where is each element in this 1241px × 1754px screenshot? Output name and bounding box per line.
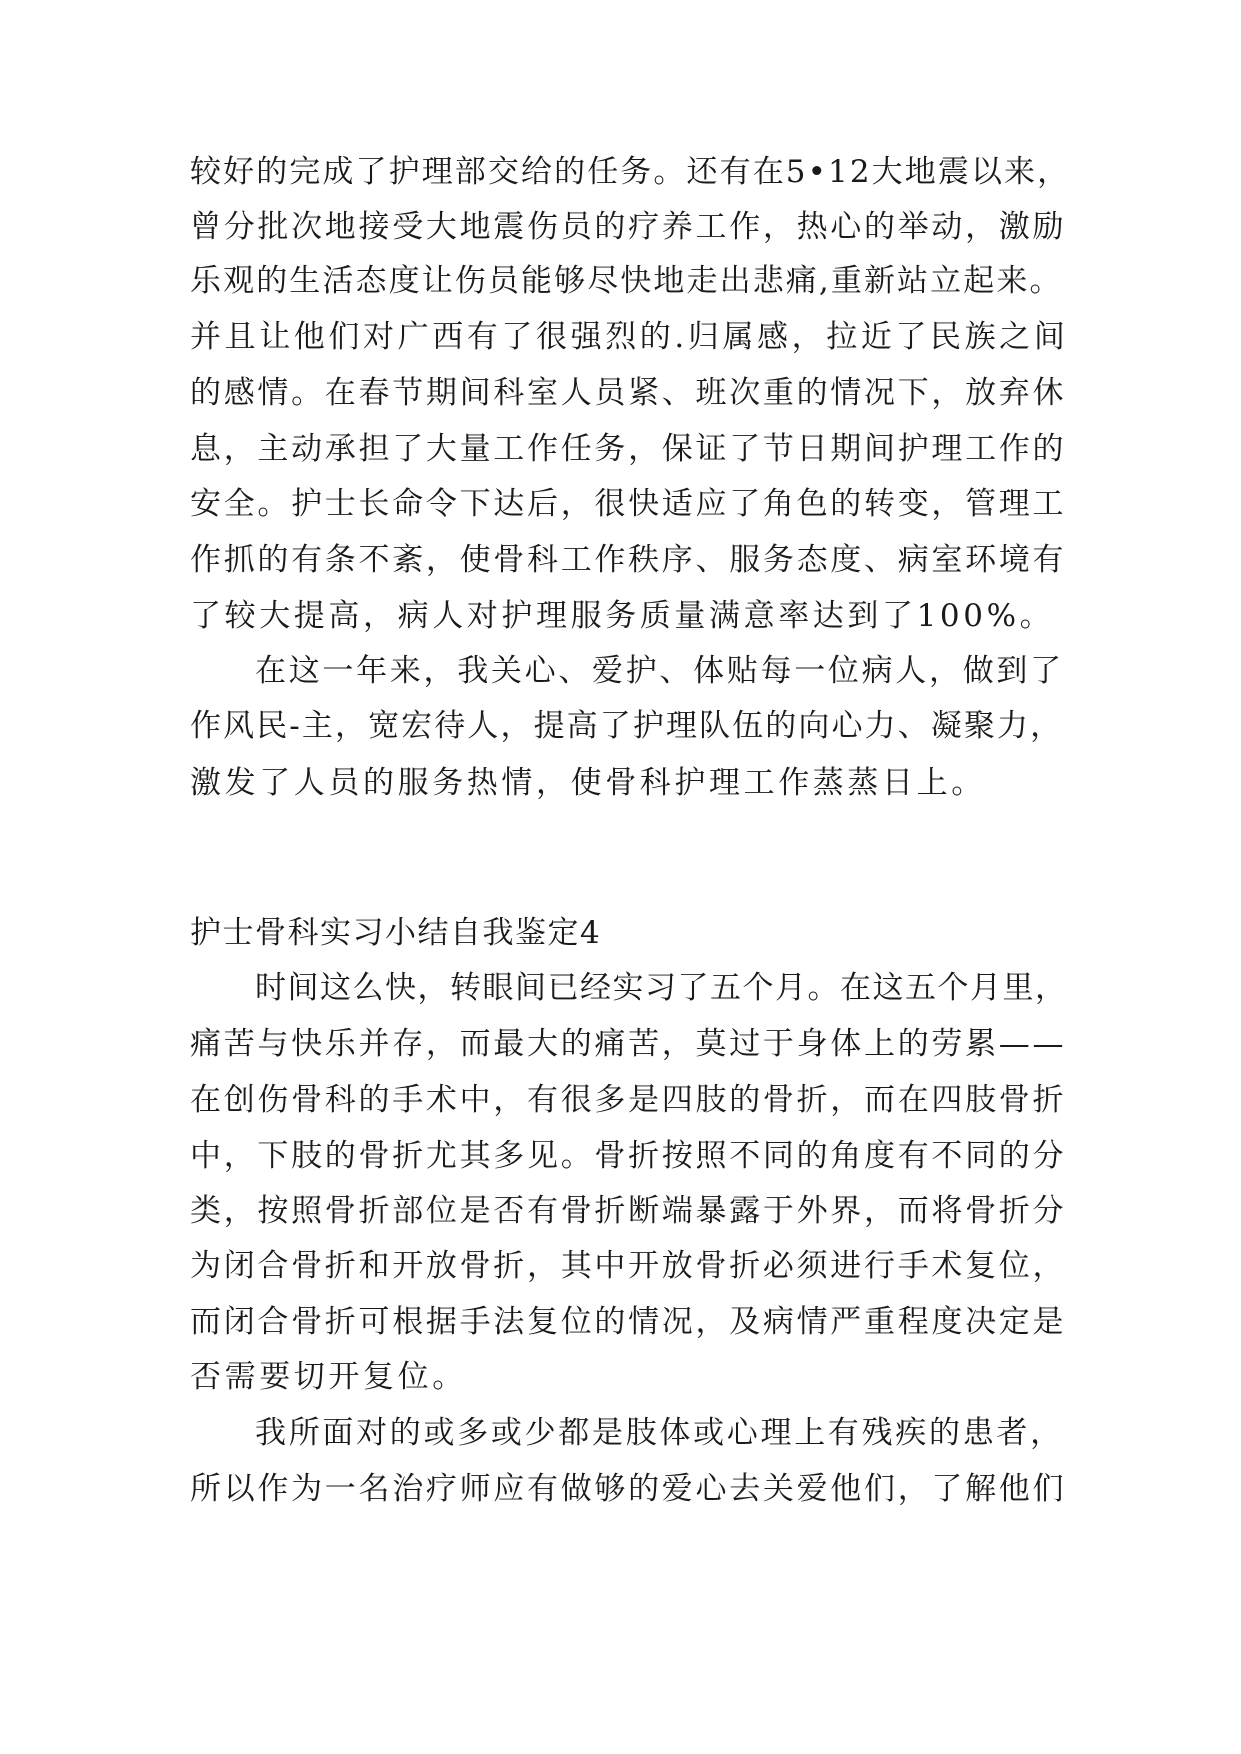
text-line: 所以作为一名治疗师应有做够的爱心去关爱他们，了解他们 (190, 1471, 1067, 1507)
text-line: 痛苦与快乐并存，而最大的痛苦，莫过于身体上的劳累—— (190, 1026, 1067, 1062)
paragraph-first-line: 在这一年来，我关心、爱护、体贴每一位病人，做到了 (255, 653, 1064, 689)
text-line: 曾分批次地接受大地震伤员的疗养工作，热心的举动，激励 (190, 209, 1067, 245)
text-line: 中，下肢的骨折尤其多见。骨折按照不同的角度有不同的分 (190, 1138, 1067, 1174)
text-line: 激发了人员的服务热情，使骨科护理工作蒸蒸日上。 (190, 765, 986, 801)
section-heading: 护士骨科实习小结自我鉴定4 (190, 915, 602, 951)
text-line: 并且让他们对广西有了很强烈的.归属感，拉近了民族之间 (190, 319, 1069, 355)
text-line: 作抓的有条不紊，使骨科工作秩序、服务态度、病室环境有 (190, 542, 1067, 578)
text-line: 乐观的生活态度让伤员能够尽快地走出悲痛,重新站立起来。 (190, 263, 1063, 299)
text-line: 的感情。在春节期间科室人员紧、班次重的情况下，放弃休 (190, 375, 1067, 411)
text-line: 否需要切开复位。 (190, 1359, 467, 1395)
text-line: 作风民-主，宽宏待人，提高了护理队伍的向心力、凝聚力， (190, 708, 1064, 744)
text-line: 较好的完成了护理部交给的任务。还有在5•12大地震以来， (190, 154, 1071, 190)
text-line: 息，主动承担了大量工作任务，保证了节日期间护理工作的 (190, 431, 1067, 467)
text-line: 而闭合骨折可根据手法复位的情况，及病情严重程度决定是 (190, 1304, 1067, 1340)
text-line: 在创伤骨科的手术中，有很多是四肢的骨折，而在四肢骨折 (190, 1082, 1067, 1118)
text-line: 为闭合骨折和开放骨折，其中开放骨折必须进行手术复位， (190, 1248, 1067, 1284)
paragraph-first-line: 我所面对的或多或少都是肢体或心理上有残疾的患者， (255, 1415, 1064, 1451)
text-line: 安全。护士长命令下达后，很快适应了角色的转变，管理工 (190, 486, 1067, 522)
paragraph-first-line: 时间这么快，转眼间已经实习了五个月。在这五个月里， (255, 970, 1068, 1006)
text-line: 类，按照骨折部位是否有骨折断端暴露于外界，而将骨折分 (190, 1193, 1067, 1229)
text-line: 了较大提高，病人对护理服务质量满意率达到了100%。 (190, 598, 1055, 634)
